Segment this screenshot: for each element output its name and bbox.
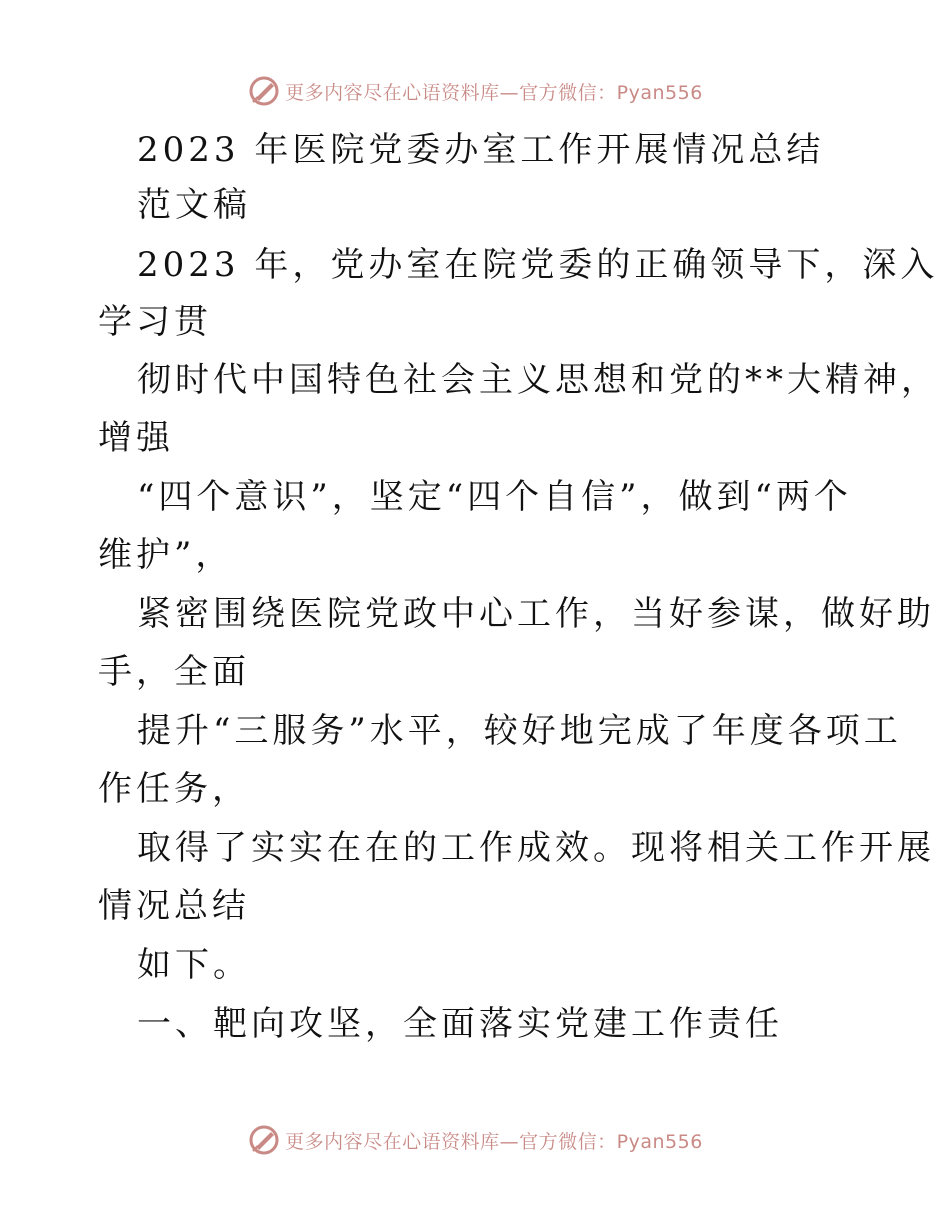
watermark-bottom — [0, 1120, 950, 1160]
paragraph-line: 紧密围绕医院党政中心工作，当好参谋，做好助 — [137, 594, 935, 634]
paragraph-line: 取得了实实在在的工作成效。现将相关工作开展 — [137, 828, 935, 868]
doc-title-line-2: 范文稿 — [137, 185, 251, 225]
paragraph-line: 2023 年，党办室在院党委的正确领导下，深入 — [137, 245, 939, 285]
paragraph-line: 增强 — [98, 418, 174, 458]
paragraph-line: 维护”， — [98, 535, 234, 575]
watermark-text: 更多内容尽在心语资料库—官方微信：Pyan556 — [285, 1130, 703, 1153]
paragraph-line: 如下。 — [137, 945, 251, 985]
paragraph-line: 彻时代中国特色社会主义思想和党的**大精神， — [137, 360, 939, 400]
paragraph-line: 手，全面 — [98, 652, 250, 692]
paragraph-line: 作任务， — [98, 769, 250, 809]
watermark-text: 更多内容尽在心语资料库—官方微信：Pyan556 — [285, 81, 703, 104]
section-heading: 一、靶向攻坚，全面落实党建工作责任 — [137, 1004, 783, 1044]
paragraph-line: 提升“三服务”水平，较好地完成了年度各项工 — [137, 711, 902, 751]
paragraph-line: 学习贯 — [98, 302, 212, 342]
paragraph-line: “四个意识”，坚定“四个自信”，做到“两个 — [137, 477, 852, 517]
paragraph-line: 情况总结 — [98, 886, 250, 926]
watermark-top — [0, 71, 950, 111]
doc-title-line-1: 2023 年医院党委办室工作开展情况总结 — [137, 130, 825, 170]
quill-logo-icon — [247, 74, 281, 108]
quill-logo-icon — [247, 1123, 281, 1157]
